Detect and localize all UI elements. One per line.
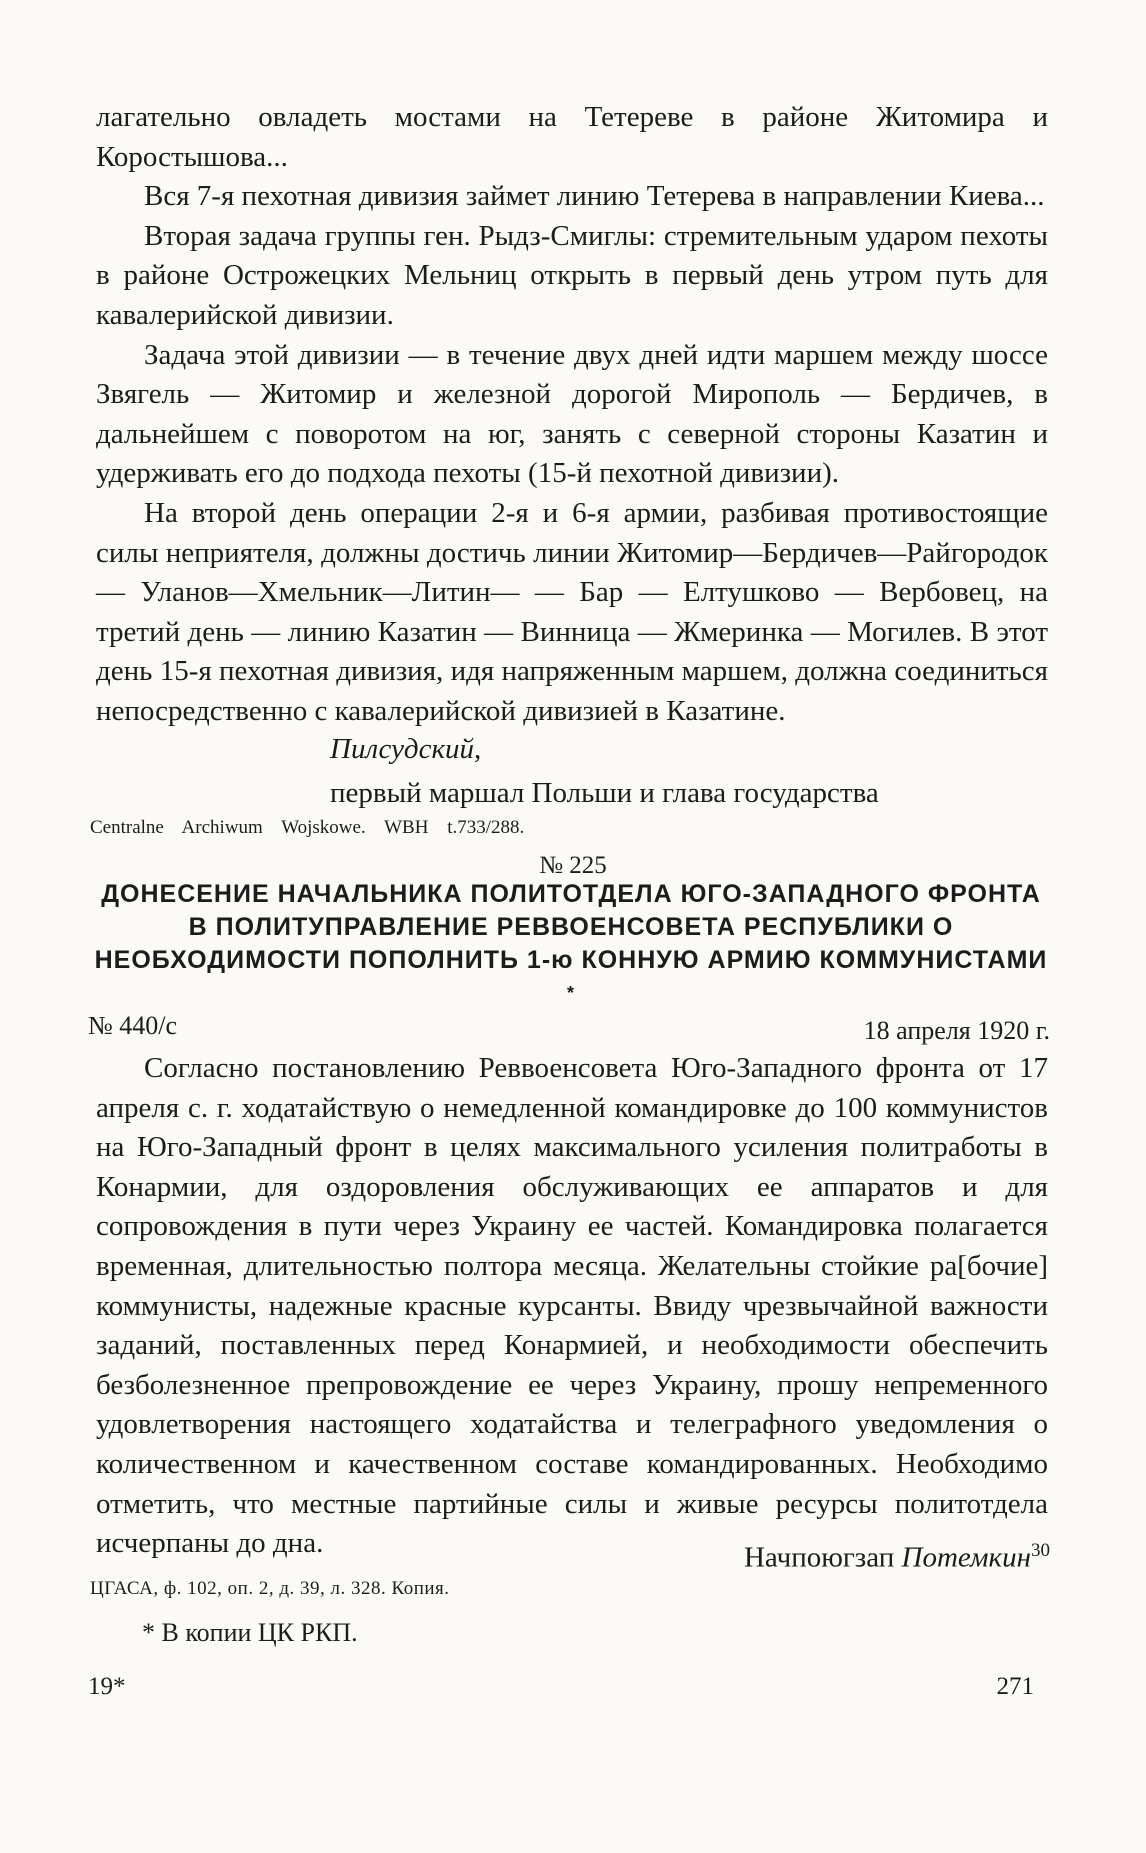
- document-date: 18 апреля 1920 г.: [863, 1016, 1050, 1045]
- signature-block: [744, 1540, 1050, 1575]
- document-body: [96, 1049, 1048, 1564]
- signer-title: Начпоюгзап: [743, 1541, 895, 1574]
- paragraph: лагательно овладеть мостами на Тетереве в районе Житомира и Коростышова...: [96, 101, 1048, 173]
- page-number: 271: [996, 1673, 1034, 1700]
- paragraph: На второй день операции 2-я и 6-я армии, разбивая противостоящие силы неприятеля, должны достичь линии Житомир—Бердичев—Райгородок — Уланов—Хмельник—Литин— — Бар — Елтушково — Вербовец, на третий день — линию Казатин — Винница — Жмеринка — Могилев. В этот день 15-я пехотная дивизия, идя напряженным маршем, должна соединиться непосредственно с кавалерийской дивизией в Казатине.: [96, 496, 1048, 727]
- heading-text: ДОНЕСЕНИЕ НАЧАЛЬНИКА ПОЛИТОТДЕЛА ЮГО-ЗАПАДНОГО ФРОНТА В ПОЛИТУПРАВЛЕНИЕ РЕВВОЕНСОВЕТА РЕСПУБЛИКИ О НЕОБХОДИМОСТИ ПОПОЛНИТЬ 1-ю КОННУЮ АРМИЮ КОММУНИСТАМИ: [94, 880, 1048, 974]
- continued-text: [96, 98, 1048, 732]
- note-reference: 30: [1031, 1540, 1050, 1561]
- signature-title: первый маршал Польши и глава государства: [330, 777, 879, 809]
- signer-name: Потемкин: [901, 1541, 1031, 1574]
- archive-reference: ЦГАСА, ф. 102, оп. 2, д. 39, л. 328. Копия.: [90, 1578, 450, 1599]
- footnote: * В копии ЦК РКП.: [142, 1618, 358, 1647]
- registration-number: № 440/с: [88, 1011, 178, 1040]
- footnote-mark: *: [566, 983, 575, 1003]
- signature-name: Пилсудский,: [330, 733, 482, 765]
- signature-mark: 19*: [88, 1673, 126, 1700]
- body-paragraph: Согласно постановлению Реввоенсовета Юго-Западного фронта от 17 апреля с. г. ходатайствую о немедленной командировке до 100 коммунистов на Юго-Западный фронт в целях максимального усиления политработы в Конармии, для оздоровления обслуживающих ее аппаратов и для сопровождения в пути через Украину ее частей. Командировка полагается временная, длительностью полтора месяца. Желательны стойкие ра[бочие] коммунисты, надежные красные курсанты. Ввиду чрезвычайной важности заданий, поставленных перед Конармией, и необходимости обеспечить безболезненное препровождение ее через Украину, прошу непременного удовлетворения настоящего ходатайства и телеграфного уведомления о количественном и качественном составе командированных. Необходимо отметить, что местные партийные силы и живые ресурсы политотдела исчерпаны до дна.: [96, 1052, 1048, 1560]
- paragraph: Вторая задача группы ген. Рыдз-Смиглы: стремительным ударом пехоты в районе Острожецких Мельниц открыть в первый день утром путь для кавалерийской дивизии.: [96, 219, 1048, 331]
- paragraph: Вся 7-я пехотная дивизия займет линию Тетерева в направлении Киева...: [144, 180, 1045, 213]
- paragraph: Задача этой дивизии — в течение двух дней идти маршем между шоссе Звягель — Житомир и железной дорогой Мирополь — Бердичев, в дальнейшем с поворотом на юг, занять с северной стороны Казатин и удерживать его до подхода пехоты (15-й пехотной дивизии).: [96, 338, 1048, 490]
- archive-reference: Centralne Archiwum Wojskowe. WBH t.733/288.: [90, 817, 525, 838]
- document-heading: [88, 878, 1054, 1014]
- document-number: № 225: [539, 852, 607, 879]
